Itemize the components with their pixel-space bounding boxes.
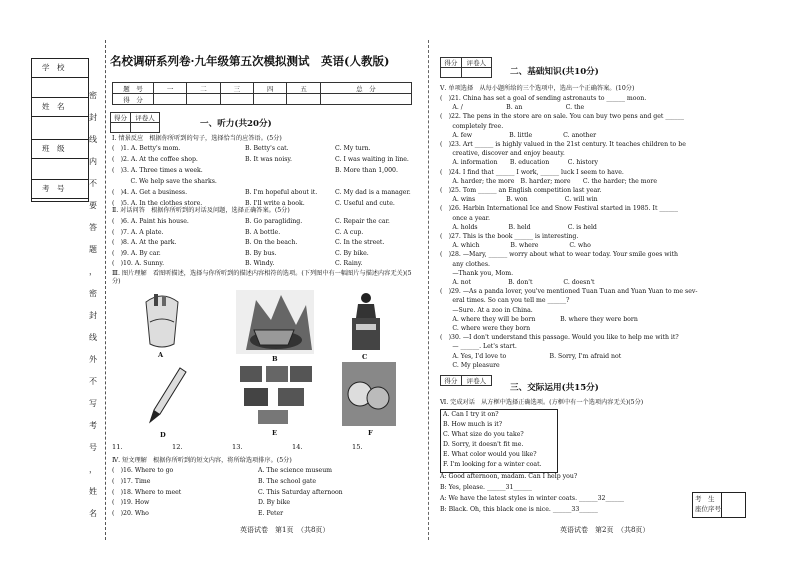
seat-number-box (692, 492, 746, 518)
dialog-option: C. What size do you take? (443, 431, 524, 438)
center-divider (428, 40, 429, 540)
question-line: ( )23. Art ______ is highly valued in the 21st century. It teaches children to be (440, 141, 686, 148)
question-option: ( )19. How (112, 499, 150, 507)
part-1-instruction: Ⅰ. 情景反应 根据你所听到的句子，选择恰当的应答语。(5分) (112, 135, 282, 142)
score-header-cell: 一 (154, 83, 187, 94)
question-option: C. Repair the car. (335, 218, 390, 225)
page-2-footer: 英语试卷 第2页 （共8页） (560, 526, 650, 534)
question-option: B. The school gate (258, 477, 317, 485)
picture-e-computers (238, 364, 314, 426)
dialog-line: B: Yes, please. ______31______ (440, 484, 532, 491)
question-option: B. I'll write a book. (245, 200, 305, 207)
page-1-footer: 英语试卷 第1页 （共8页） (240, 526, 330, 534)
section-2-title: 二、基础知识(共10分) (510, 67, 599, 77)
question-line: once a year. (440, 214, 490, 222)
question-line: A. Yes, I'd love to B. Sorry, I'm afraid not (440, 352, 622, 360)
binding-char: 线 (89, 333, 97, 342)
seat-label-2: 座位序号 (695, 505, 721, 513)
question-option: B. By bus. (245, 249, 277, 257)
scorer-grader-label: 评卷人 (461, 376, 491, 386)
question-line: ( )27. This is the book ______ is interesting. (440, 233, 579, 240)
question-option: ( )4. A. Get a business. (112, 189, 188, 196)
dialog-line: B: Black. Oh, this black one is nice. ______33______ (440, 506, 598, 513)
score-header-cell: 四 (254, 83, 287, 94)
pic-label-d: D (160, 431, 166, 439)
question-line: C. My pleasure (440, 361, 500, 369)
part-2-instruction: Ⅱ. 对话问答 根据你所听到的对话及问题，选择正确答案。(5分) (112, 207, 290, 214)
question-option: B. It was noisy. (245, 156, 293, 163)
score-cell[interactable] (254, 94, 287, 105)
binding-char: ， (89, 465, 97, 474)
question-option: ( )6. A. Paint his house. (112, 218, 189, 225)
question-line: A. information B. education C. history (440, 159, 599, 167)
question-option: C. I was waiting in line. (335, 156, 409, 163)
question-line: A. where they will be born B. where they were born (440, 315, 638, 323)
question-option: B. A bottle. (245, 228, 281, 236)
score-summary-table (112, 82, 412, 105)
question-option: A. The science museum (258, 467, 333, 474)
pic-label-c: C (362, 353, 368, 361)
question-option: ( )7. A. A plate. (112, 228, 164, 236)
question-line: ( )30. —I don't understand this passage. Would you like to help me with it? (440, 334, 679, 342)
question-option: ( )18. Where to meet (112, 488, 182, 496)
picture-f-food-plate (342, 362, 396, 426)
score-header-cell: 三 (220, 83, 253, 94)
answer-blank[interactable]: 12. (172, 443, 183, 451)
binding-char: 封 (89, 113, 97, 122)
scorer-grader-cell[interactable] (130, 123, 159, 133)
question-option: ( )1. A. Betty's mom. (112, 145, 181, 152)
binding-char: 线 (89, 135, 97, 144)
question-line: creative, discover and enjoy beauty. (440, 150, 565, 158)
left-binding-strip (0, 0, 100, 561)
label-class: 班 级 (42, 144, 65, 153)
label-exam-number: 考 号 (42, 184, 65, 193)
score-cell[interactable] (187, 94, 220, 105)
question-line: —Sure. At a zoo in China. (440, 306, 533, 314)
dialog-line: A: We have the latest styles in winter coats. ______32______ (440, 495, 625, 502)
question-line: A. / B. an C. the (440, 104, 585, 112)
binding-char: 密 (89, 91, 97, 100)
info-table (31, 58, 89, 202)
question-option: C. Rainy. (335, 260, 363, 267)
question-option: ( )20. Who (112, 510, 149, 518)
question-line: any clothes. (440, 260, 490, 268)
section-3-title: 三、交际运用(共15分) (510, 383, 599, 393)
score-header-cell: 题 号 (113, 83, 154, 94)
binding-char: 号 (89, 443, 97, 452)
part-4-instruction: Ⅳ. 短文理解 根据你所听到的短文内容，将所给选项排序。(5分) (112, 457, 292, 464)
pic-label-e: E (272, 429, 278, 437)
question-option: C. This Saturday afternoon (258, 488, 343, 496)
seat-label-1: 考 生 (695, 495, 715, 503)
question-line: completely free. (440, 122, 504, 130)
question-line: —Thank you, Mom. (440, 269, 514, 277)
question-line: ( )28. —Mary, ______ worry about what to wear today. Your smile goes with (440, 251, 679, 259)
question-option: ( )17. Time (112, 477, 151, 485)
part-3-instruction: Ⅲ. 图片理解 看图听描述，选择与你所听到的描述内容相符的选项。(下列图中有一幅图片与描述内容无关)(5分) (112, 270, 412, 286)
question-option: C. By bike. (335, 249, 369, 257)
question-option: ( )10. A. Sunny. (112, 260, 165, 267)
question-option: B. Betty's cat. (245, 145, 289, 152)
question-option: B. I'm hopeful about it. (245, 189, 318, 196)
binding-char: 外 (89, 355, 97, 364)
binding-char: 名 (89, 509, 97, 518)
question-option: C. My turn. (335, 145, 371, 152)
scorer-grader-cell[interactable] (461, 68, 491, 78)
question-line: ( )29. —As a panda lover, you've mentioned Tuan Tuan and Yuan Yuan to me sev- (440, 288, 698, 296)
question-line: — ______. Let's start. (440, 343, 517, 351)
dialog-option: F. I'm looking for a winter coat. (443, 461, 542, 468)
dialog-line: A: Good afternoon, madam. Can I help you? (440, 473, 578, 480)
question-line: A. harder; the more B. harder; more C. the harder; the more (440, 177, 657, 185)
dialog-option: B. How much is it? (443, 421, 503, 428)
question-line: eral times. So can you tell me ______? (440, 297, 570, 305)
question-line: ( )25. Tom ______ an English competition last year. (440, 187, 602, 194)
binding-char: 密 (89, 289, 97, 298)
score-header-cell: 总 分 (320, 83, 411, 94)
question-option: B. Windy. (245, 260, 275, 267)
picture-d-pencil (144, 362, 190, 426)
answer-blank[interactable]: 14. (292, 443, 303, 451)
score-cell[interactable] (154, 94, 187, 105)
binding-char: 不 (89, 377, 97, 386)
question-line: A. which B. where C. who (440, 242, 591, 250)
question-option: ( )5. A. In the clothes store. (112, 200, 203, 207)
question-option: ( )9. A. By car. (112, 249, 161, 257)
question-line: ( )21. China has set a goal of sending astronauts to ______ moon. (440, 95, 647, 102)
question-option: B. Go paragliding. (245, 218, 303, 225)
label-school: 学 校 (42, 63, 65, 72)
question-option: C. We help save the sharks. (112, 178, 217, 185)
pic-label-f: F (368, 429, 373, 437)
score-header-cell: 二 (187, 83, 220, 94)
binding-char: 写 (89, 399, 97, 408)
question-option: B. On the beach. (245, 239, 298, 246)
question-line: ( )26. Harbin International Ice and Snow Festival started in 1985. It ______ (440, 205, 678, 213)
question-line: A. not B. don't C. doesn't (440, 279, 595, 286)
scorer-score-cell[interactable] (441, 68, 462, 78)
binding-char: 要 (89, 201, 97, 210)
question-option: ( )3. A. Three times a week. (112, 167, 203, 174)
scorer-score-label: 得分 (441, 58, 462, 68)
scorer-grader-label: 评卷人 (130, 113, 159, 123)
label-name: 姓 名 (42, 102, 65, 111)
picture-c-speaker-podium (344, 290, 388, 352)
score-cell[interactable] (220, 94, 253, 105)
pic-label-a: A (158, 351, 164, 359)
dialog-option: E. What color would you like? (443, 451, 537, 458)
scorer-box-1 (110, 112, 160, 133)
score-header-cell: 五 (287, 83, 320, 94)
question-option: ( )2. A. At the coffee shop. (112, 156, 198, 163)
binding-char: ， (89, 267, 97, 276)
binding-char: 答 (89, 223, 97, 232)
question-option: C. A cup. (335, 228, 364, 236)
exam-title: 名校调研系列卷·九年级第五次模拟测试 英语(人教版) (110, 54, 390, 68)
section-1-title: 一、听力(共20分) (200, 119, 272, 129)
picture-b-flood-scene (236, 290, 314, 354)
question-option: ( )8. A. At the park. (112, 239, 177, 246)
pic-label-b: B (272, 355, 278, 363)
dialog-option: A. Can I try it on? (443, 411, 499, 418)
question-option: D. By bike (258, 499, 291, 507)
scorer-score-label: 得分 (111, 113, 131, 123)
picture-a-ice-cream (140, 294, 185, 352)
question-line: A. holds B. held C. is held (440, 223, 597, 231)
question-option: ( )16. Where to go (112, 467, 174, 474)
question-option: C. Useful and cute. (335, 200, 395, 207)
question-option: C. In the street. (335, 239, 385, 246)
question-option: B. More than 1,000. (335, 167, 398, 174)
question-option: E. Peter (258, 510, 284, 518)
part-5-instruction: Ⅴ. 单项选择 从每小题所给的三个选项中，选出一个正确答案。(10分) (440, 85, 635, 92)
question-line: A. wins B. won C. will win (440, 196, 598, 204)
part-6-instruction: Ⅵ. 完成对话 从方框中选择正确选项。(方框中有一个选项内容无关)(5分) (440, 399, 644, 406)
binding-char: 姓 (89, 487, 97, 496)
score-cell[interactable] (320, 94, 411, 105)
question-option: C. My dad is a manager. (335, 189, 411, 196)
answer-blank[interactable]: 15. (352, 443, 363, 451)
dialog-option: D. Sorry, it doesn't fit me. (443, 441, 524, 448)
binding-char: 考 (89, 421, 97, 430)
answer-blank[interactable]: 11. (112, 443, 123, 451)
scorer-score-cell[interactable] (111, 123, 131, 133)
answer-blank[interactable]: 13. (232, 443, 243, 451)
binding-char: 内 (89, 157, 97, 166)
options-box (440, 409, 558, 473)
scorer-score-label: 得分 (441, 376, 462, 386)
binding-char: 封 (89, 311, 97, 320)
score-row-label: 得 分 (113, 94, 154, 105)
scorer-box-3 (440, 375, 492, 386)
scorer-grader-label: 评卷人 (461, 58, 491, 68)
question-line: C. where were they born (440, 325, 531, 332)
question-line: ( )24. I find that ______ I work, ______ luck I seem to have. (440, 168, 624, 176)
binding-char: 不 (89, 179, 97, 188)
question-line: A. few B. little C. another (440, 131, 597, 139)
question-line: ( )22. The pens in the store are on sale. You can buy two pens and get ______ (440, 113, 684, 121)
binding-char: 题 (89, 245, 97, 254)
score-cell[interactable] (287, 94, 320, 105)
binding-dashed-line (105, 40, 106, 540)
scorer-box-2 (440, 57, 492, 78)
